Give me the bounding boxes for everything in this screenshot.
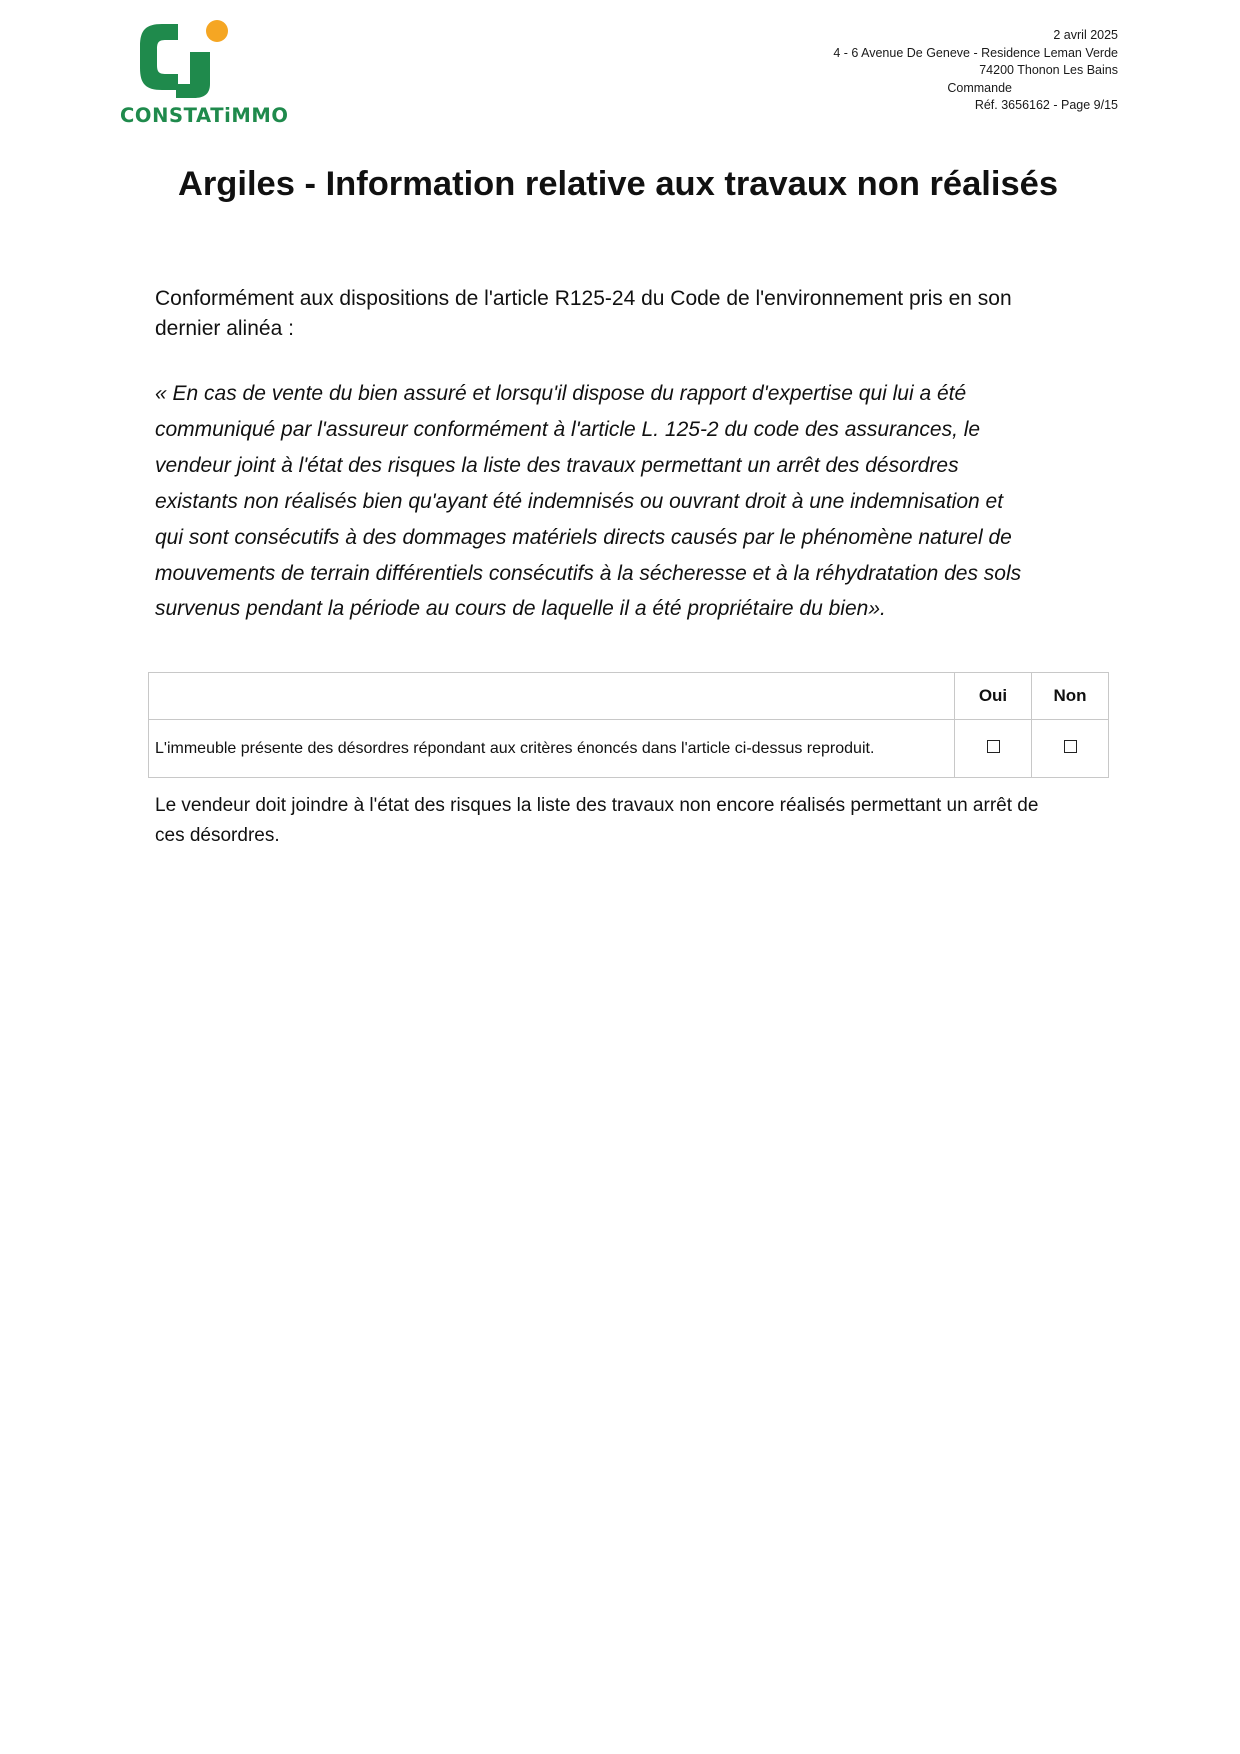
company-logo — [118, 18, 288, 130]
table-header-oui: Oui — [955, 673, 1032, 720]
legal-quote: « En cas de vente du bien assuré et lorsqu'il dispose du rapport d'expertise qui lui a été communiqué par l'assureur conformément à l'article L. 125-2 du code des assurances, le vendeur joint à l'état des risques la liste des travaux permettant un arrêt des désordres existants non réalisés bien qu'ayant été indemnisés ou ouvrant droit à une indemnisation et qui sont consécutifs à des dommages matériels directs causés par le phénomène naturel de mouvements de terrain différentiels consécutifs à la sécheresse et à la réhydratation des sols survenus pendant la période au cours de laquelle il a été propriétaire du bien». — [155, 382, 1022, 621]
property-address-line2: 74200 Thonon Les Bains — [979, 63, 1118, 78]
criterion-text: L'immeuble présente des désordres répondant aux critères énoncés dans l'article ci-dessus reproduit. — [149, 720, 955, 778]
reference-page-number: Réf. 3656162 - Page 9/15 — [974, 98, 1118, 113]
table-header-non: Non — [1032, 673, 1109, 720]
conclusion-paragraph: Le vendeur doit joindre à l'état des risques la liste des travaux non encore réalisés permettant un arrêt de ces désordres. — [155, 795, 1039, 846]
table-row — [149, 720, 1109, 778]
constatimmo-logo-icon — [118, 18, 238, 104]
property-address-line1: 4 - 6 Avenue De Geneve - Residence Leman Verde — [833, 45, 1118, 60]
document-date: 2 avril 2025 — [1053, 28, 1118, 42]
non-checkbox[interactable] — [1064, 740, 1077, 753]
table-header-criterion — [149, 673, 955, 720]
order-label: Commande — [947, 80, 1012, 95]
table-header-row — [149, 673, 1109, 720]
oui-checkbox[interactable] — [987, 740, 1000, 753]
logo-wordmark: CONSTATiMMO — [120, 104, 289, 127]
intro-paragraph: Conformément aux dispositions de l'article R125-24 du Code de l'environnement pris en son dernier alinéa : — [155, 287, 1012, 340]
document-header-info — [833, 27, 1118, 115]
oui-cell — [955, 720, 1032, 778]
non-cell — [1032, 720, 1109, 778]
page-title — [0, 165, 1240, 204]
page-title-text: Argiles - Information relative aux travaux non réalisés — [177, 165, 1059, 203]
criteria-table — [148, 672, 1109, 778]
